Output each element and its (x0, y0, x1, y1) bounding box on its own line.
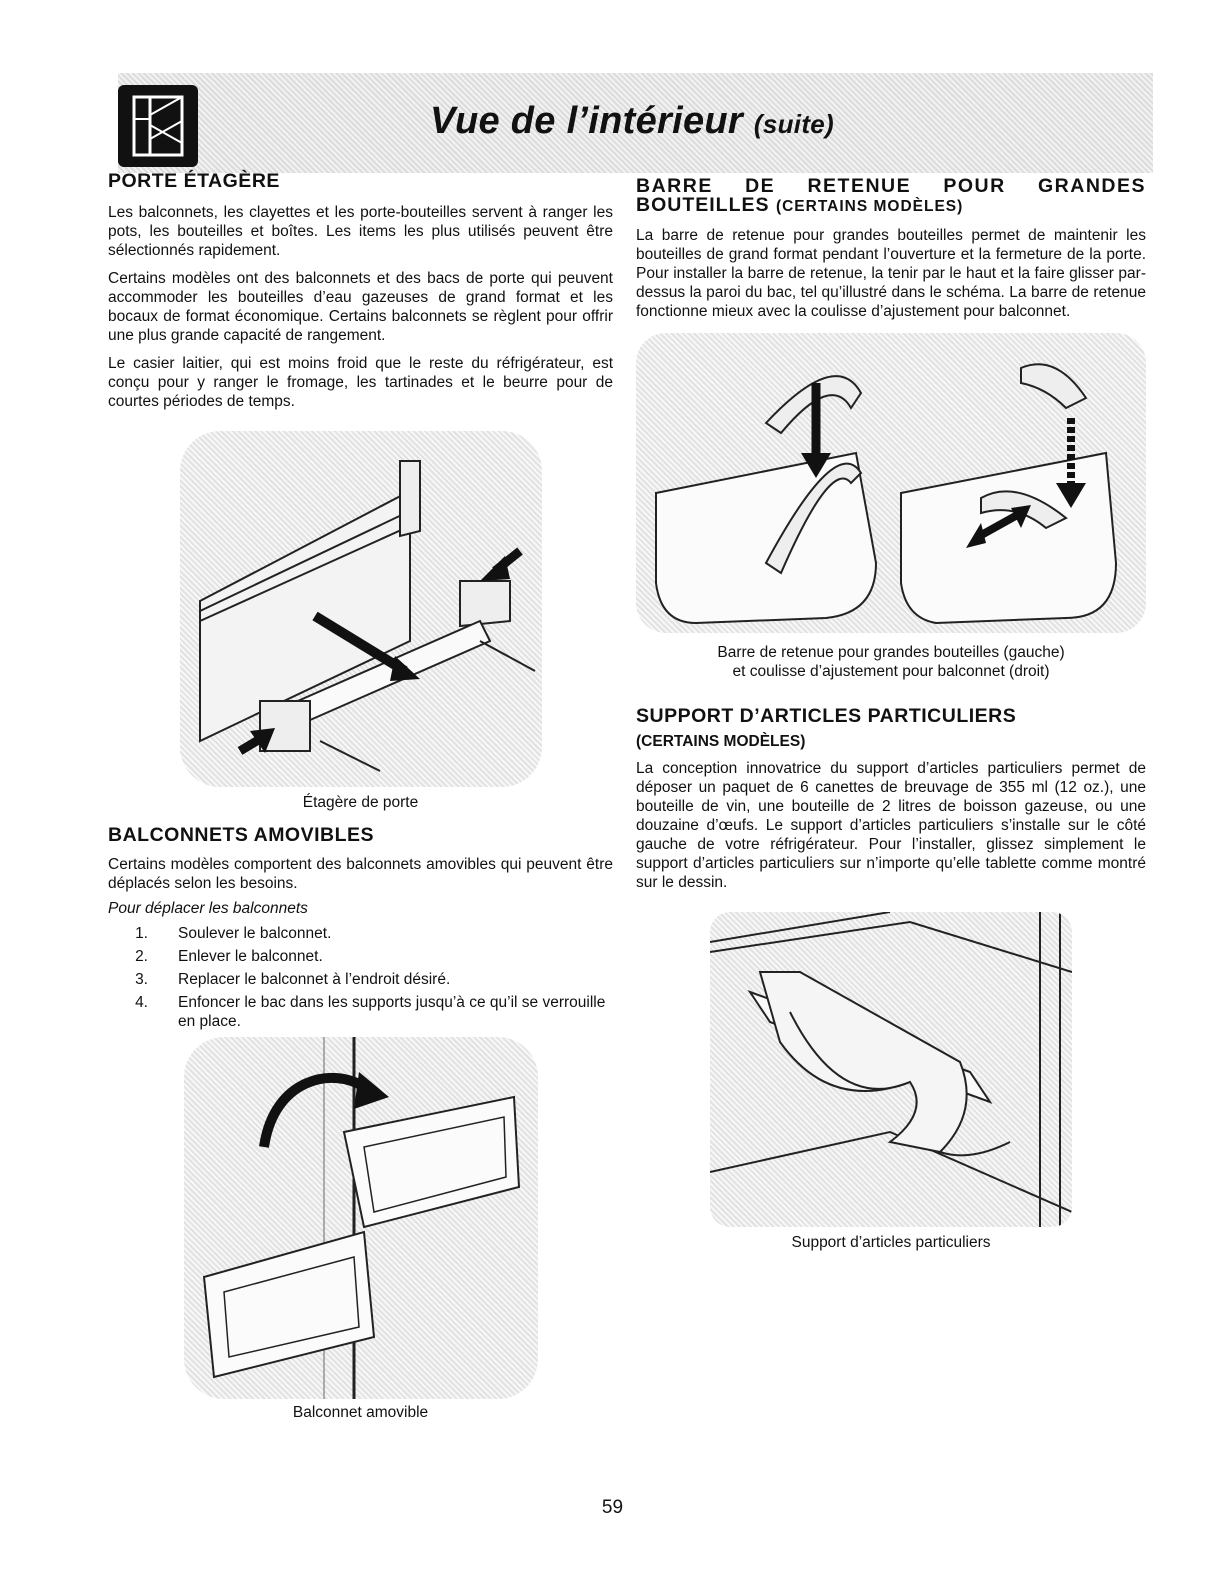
list-item: 2. Enlever le balconnet. (135, 948, 323, 965)
balconnets-steps-list (108, 924, 613, 1031)
porte-etagere-paragraph-2: Certains modèles ont des balconnets et des bacs de porte qui peuvent accommoder les bouteilles d’eau gazeuses de grand format et les bocaux de format économique. Certains balconnets se règlent pour offrir une plus grande capacité de rangement. (108, 270, 613, 344)
balconnets-paragraph-1: Certains modèles comportent des balconnets amovibles qui peuvent être déplacés selon les besoins. (108, 856, 613, 892)
page-title-suffix: (suite) (753, 109, 834, 139)
right-column (636, 172, 1146, 1252)
removable-bin-caption: Balconnet amovible (292, 1404, 429, 1421)
support-heading: SUPPORT D’ARTICLES PARTICULIERS (636, 705, 1017, 727)
barre-heading-line-1: BARRE DE RETENUE POUR GRANDES (636, 175, 1146, 197)
porte-etagere-paragraph-1: Les balconnets, les clayettes et les porte-bouteilles servent à ranger les pots, les bouteilles et boîtes. Les items les plus utilisés peuvent être sélectionnés rapidement. (108, 204, 613, 259)
porte-etagere-paragraph-3: Le casier laitier, qui est moins froid que le reste du réfrigérateur, est conçu pour y ranger le fromage, les tartinades et le beurre pour de courtes périodes de temps. (108, 355, 613, 410)
porte-etagere-heading: PORTE ÉTAGÈRE (108, 170, 280, 192)
page-number: 59 (601, 1497, 624, 1518)
page-title-main: Vue de l’intérieur (430, 100, 744, 142)
bottle-retainer-caption-2: et coulisse d’ajustement pour balconnet (droit) (732, 663, 1050, 680)
list-item: 4. Enfoncer le bac dans les supports jusqu’à ce qu’il se verrouille en place. (135, 994, 606, 1030)
barre-paragraph-1: La barre de retenue pour grandes bouteilles permet de maintenir les bouteilles de grand format pendant l’ouverture et la fermeture de la porte. Pour installer la barre de retenue, la tenir par le haut et la faire glisser par-dessus la paroi du bac, tel qu’illustré dans le schéma. La barre de retenue fonctionne mieux avec la coulisse d’ajustement pour balconnet. (636, 227, 1146, 320)
list-item: 3. Replacer le balconnet à l’endroit désiré. (135, 971, 451, 988)
left-column (108, 172, 613, 1422)
special-items-rack-illustration (710, 912, 1072, 1227)
removable-bin-illustration (184, 1037, 538, 1399)
bottle-retainer-illustration (636, 333, 1146, 633)
page-title (430, 100, 834, 143)
list-item: 1. Soulever le balconnet. (135, 925, 332, 942)
door-shelf-illustration (180, 431, 542, 787)
barre-heading-line-2: BOUTEILLES (CERTAINS MODÈLES) (636, 194, 964, 216)
bottle-retainer-caption-1: Barre de retenue pour grandes bouteilles (gauche) (717, 644, 1065, 661)
barre-heading-suffix: (CERTAINS MODÈLES) (775, 198, 964, 215)
support-paragraph-1: La conception innovatrice du support d’articles particuliers permet de déposer un paquet de 6 canettes de breuvage de 355 ml (12 oz.), une bouteille de vin, une bouteille de 2 litres de boisson gazeuse, ou une douzaine d’œufs. Le support d’articles particuliers s’installe sur le côté gauche de votre réfrigérateur. Pour l’installer, glissez simplement le support d’articles particuliers sur n’importe qu’elle tablette comme montré sur le dessin. (636, 760, 1146, 891)
balconnets-subheading: Pour déplacer les balconnets (108, 900, 308, 917)
support-subheading: (CERTAINS MODÈLES) (636, 733, 806, 750)
balconnets-heading: BALCONNETS AMOVIBLES (108, 824, 375, 846)
refrigerator-icon (118, 85, 198, 167)
door-shelf-caption: Étagère de porte (302, 794, 419, 811)
special-items-rack-caption: Support d’articles particuliers (791, 1234, 991, 1251)
